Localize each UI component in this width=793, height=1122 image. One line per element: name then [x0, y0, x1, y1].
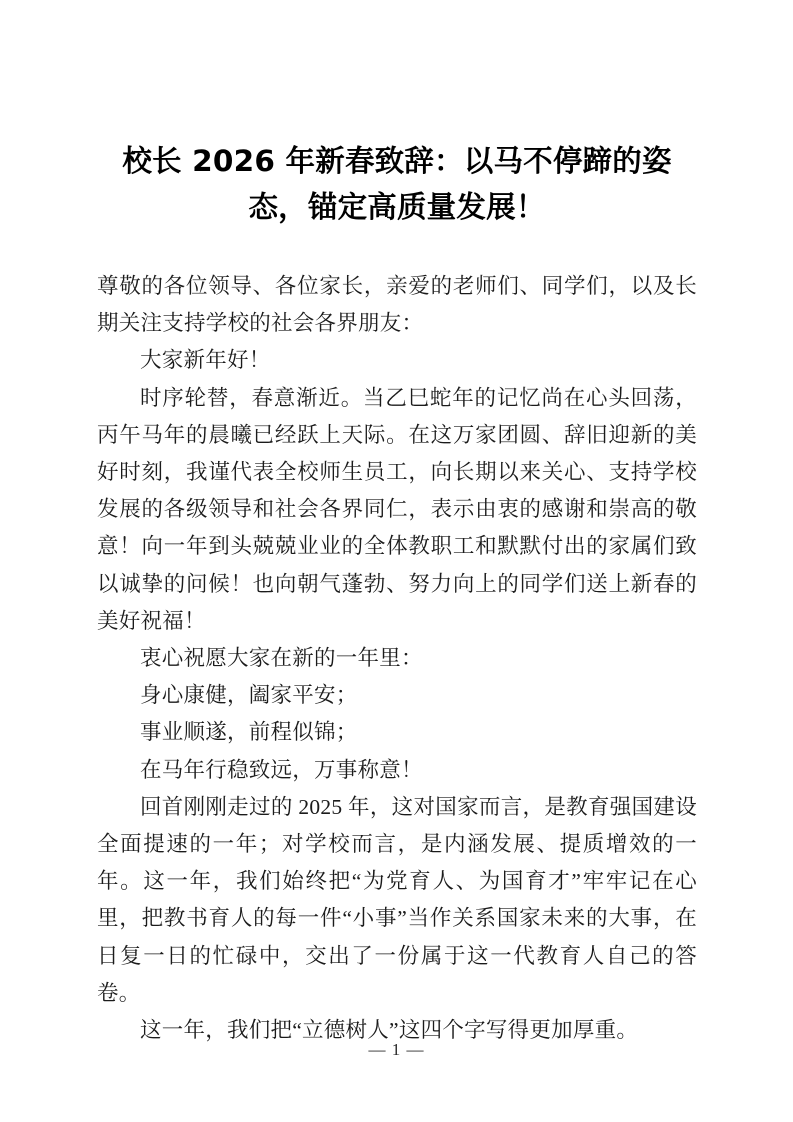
document-body — [97, 268, 697, 1049]
paragraph-opening: 时序轮替，春意渐近。当乙巳蛇年的记忆尚在心头回荡，丙午马年的晨曦已经跃上天际。在这万家团圆、辞旧迎新的美好时刻，我谨代表全校师生员工，向长期以来关心、支持学校发展的各级领导和社会各界同仁，表示由衷的感谢和崇高的敬意！向一年到头兢兢业业的全体教职工和默默付出的家属们致以诚挚的问候！也向朝气蓬勃、努力向上的同学们送上新春的美好祝福！ — [97, 385, 697, 633]
paragraph-wish-3: 在马年行稳致远，万事称意！ — [140, 757, 423, 782]
paragraph-ludeshuren: 这一年，我们把“立德树人”这四个字写得更加厚重。 — [140, 1018, 639, 1043]
paragraph-greeting: 大家新年好！ — [140, 348, 271, 373]
page-number-footer: — 1 — — [368, 1040, 425, 1059]
title-line-2: 态，锚定高质量发展！ — [248, 190, 546, 224]
paragraph-wish-2: 事业顺遂，前程似锦； — [140, 720, 358, 745]
page-title — [97, 138, 697, 230]
paragraph-salutation: 尊敬的各位领导、各位家长，亲爱的老师们、同学们，以及长期关注支持学校的社会各界朋友： — [97, 274, 697, 336]
paragraph-wish-1: 身心康健，阖家平安； — [140, 683, 358, 708]
paragraph-wish-intro: 衷心祝愿大家在新的一年里： — [140, 646, 423, 671]
paragraph-review-2025: 回首刚刚走过的 2025 年，这对国家而言，是教育强国建设全面提速的一年；对学校而言，是内涵发展、提质增效的一年。这一年，我们始终把“为党育人、为国育才”牢牢记在心里，把教书育人的每一件“小事”当作关系国家未来的大事，在日复一日的忙碌中，交出了一份属于这一代教育人自己的答卷。 — [97, 794, 697, 1005]
title-line-1: 校长 2026 年新春致辞：以马不停蹄的姿 — [122, 144, 672, 178]
